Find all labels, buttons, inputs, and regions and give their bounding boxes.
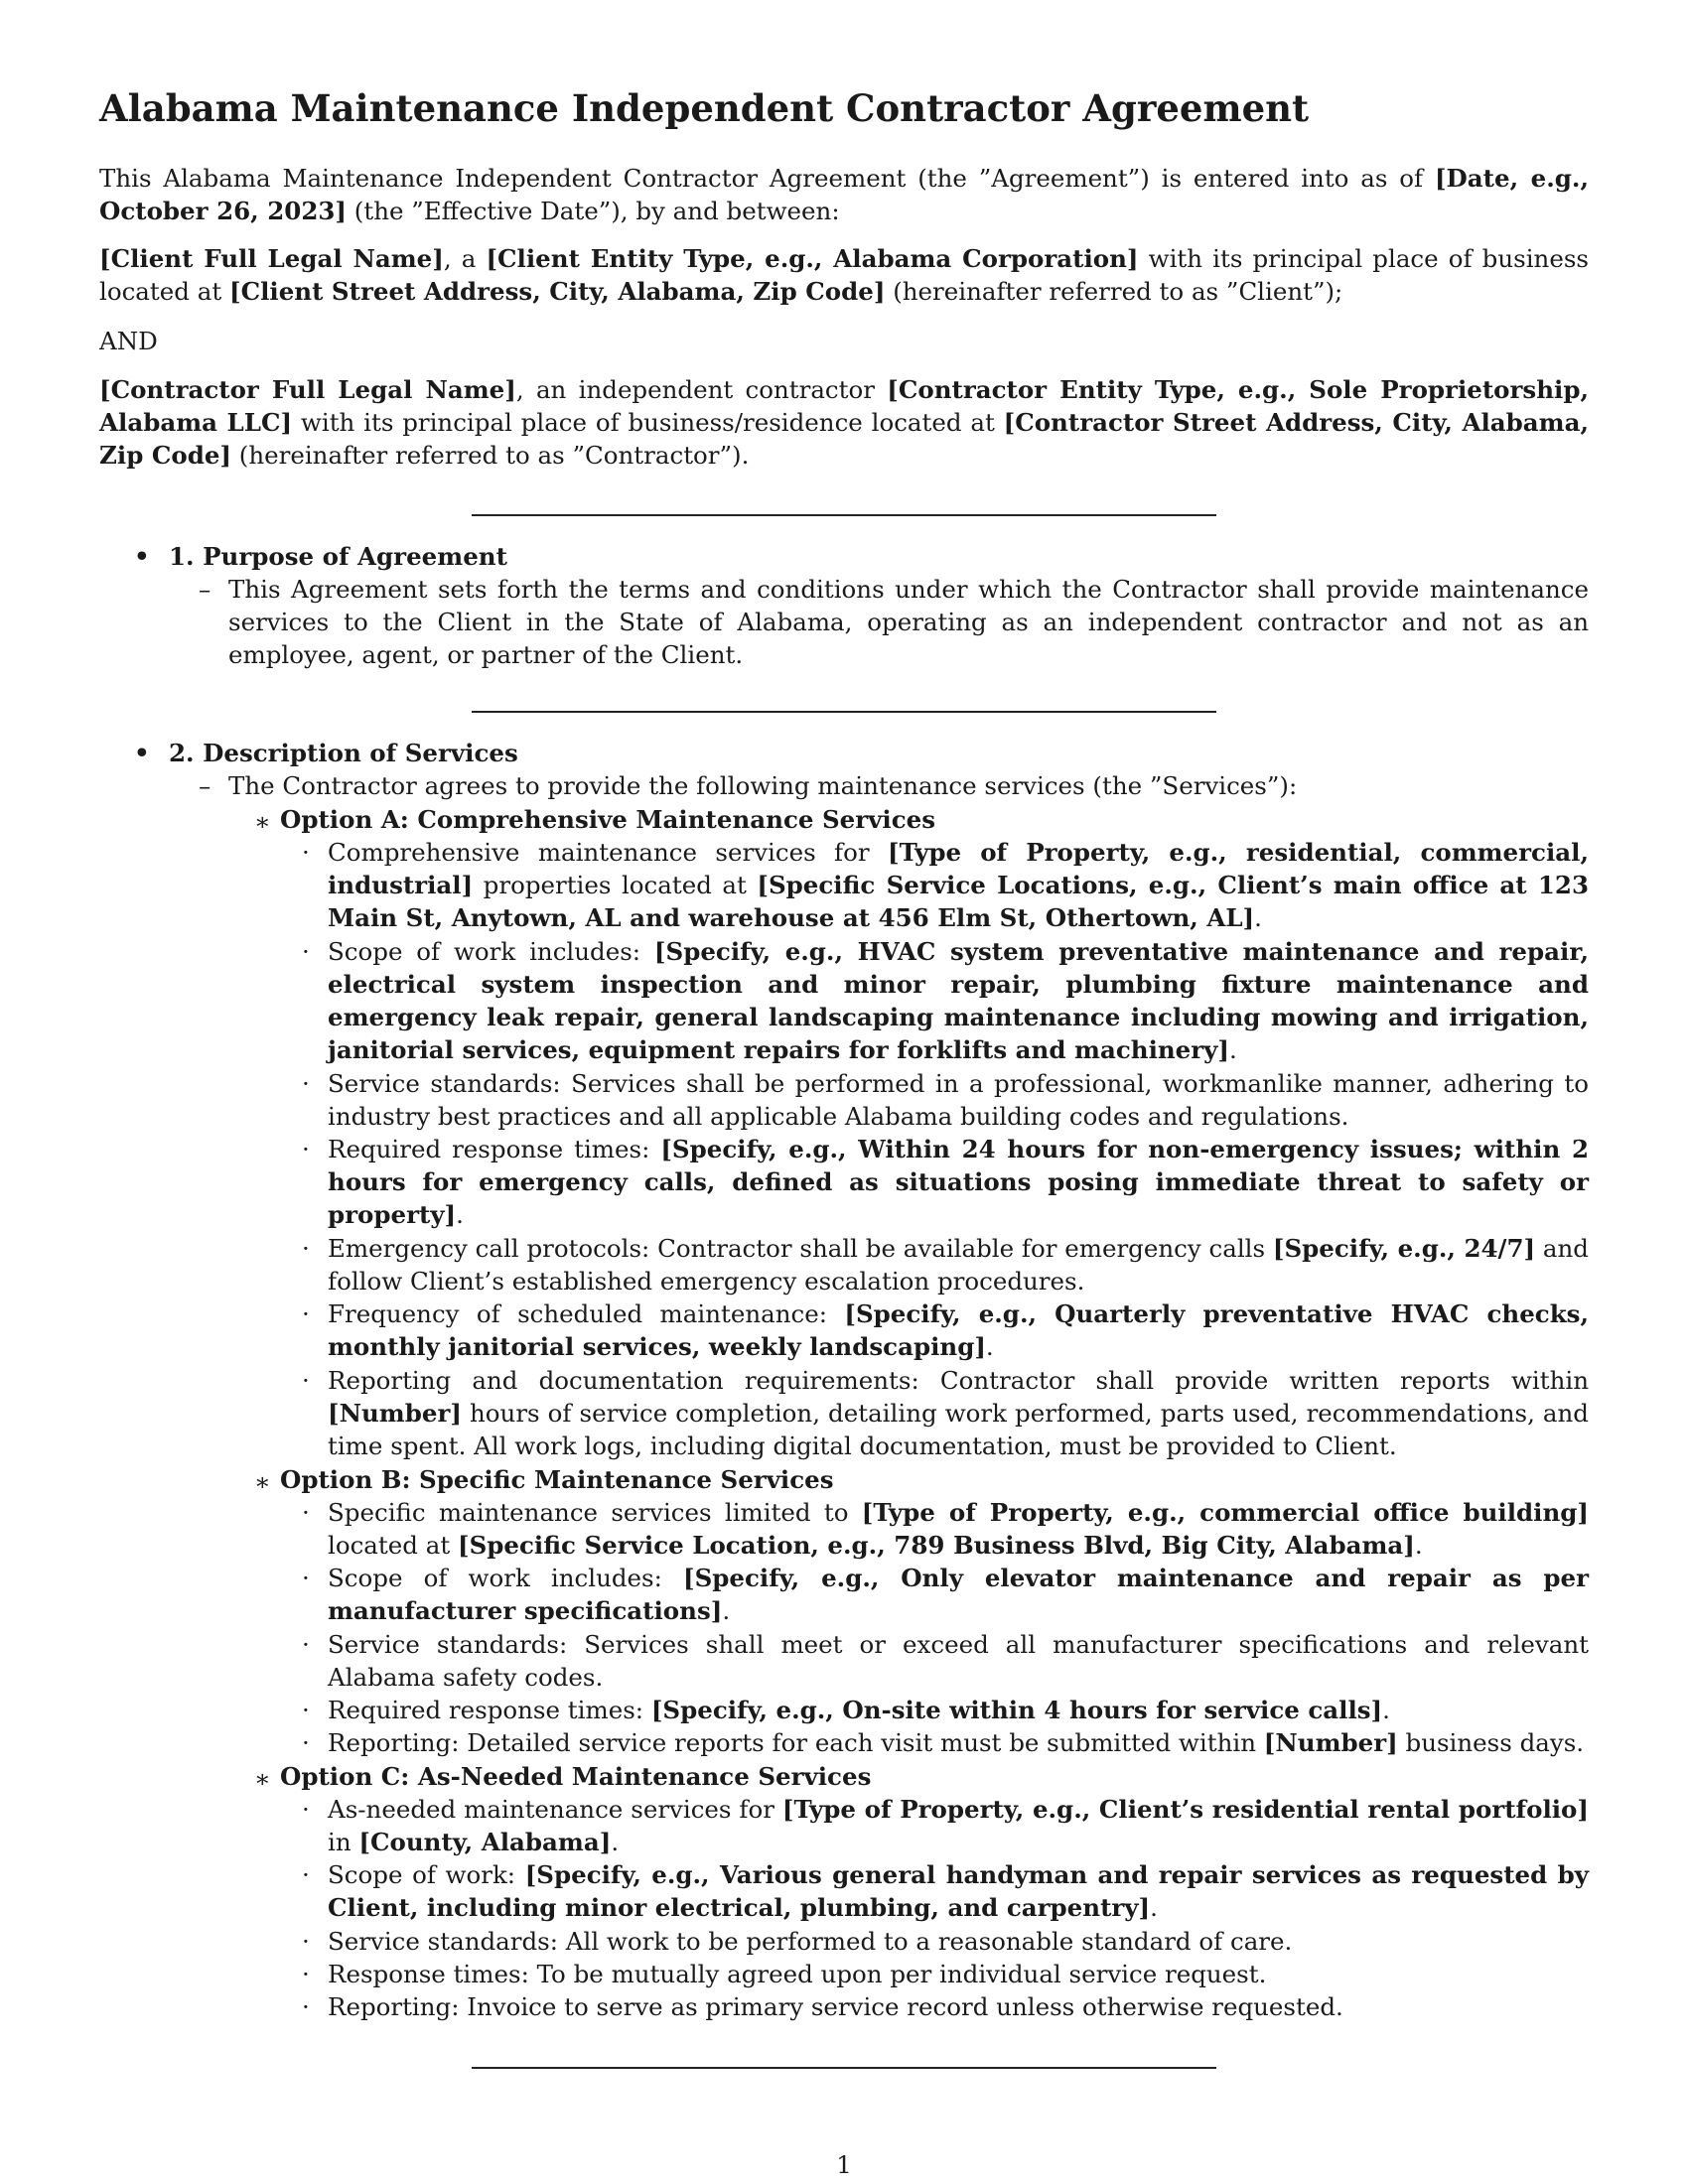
option-a-item: · Emergency call protocols: Contractor shall be available for emergency calls [Specify, e.g., 24/7] and follow Client’s established emergency escalation procedures. — [302, 1234, 1589, 1296]
option-c-item: · Reporting: Invoice to serve as primary service record unless otherwise requested. — [302, 1992, 1343, 2021]
contractor-address-placeholder: [Contractor Street Address, City, Alabama, Zip Code] — [99, 408, 1589, 470]
dot-icon: · — [302, 1069, 310, 1098]
bullet-icon: • — [134, 739, 150, 767]
dot-icon: · — [302, 1795, 310, 1824]
dot-icon: · — [302, 1234, 310, 1263]
dot-icon: · — [302, 1696, 310, 1724]
effective-date-placeholder: [Date, e.g., October 26, 2023] — [99, 164, 1589, 225]
bullet-icon: • — [134, 542, 150, 571]
dot-icon: · — [302, 1860, 310, 1889]
section-divider — [472, 514, 1216, 516]
dot-icon: · — [302, 1728, 310, 1757]
contractor-name-placeholder: [Contractor Full Legal Name] — [99, 375, 516, 404]
dash-icon: – — [199, 771, 211, 800]
dot-icon: · — [302, 937, 310, 966]
option-c-item: · Response times: To be mutually agreed upon per individual service request. — [302, 1960, 1267, 1988]
intro-paragraph: This Alabama Maintenance Independent Contractor Agreement (the ”Agreement”) is entered into as of [Date, e.g., October 26, 2023] (the ”Effective Date”), by and between: — [99, 164, 1589, 225]
option-a-item: · Comprehensive maintenance services for [Type of Property, e.g., residential, commercial, industrial] properties located at [Specific Service Locations, e.g., Client’s main office at 123 Main St, Anytown, AL and warehouse at 456 Elm St, Othertown, AL]. — [302, 838, 1589, 932]
section-2-intro: – The Contractor agrees to provide the following maintenance services (the ”Services”): — [199, 771, 1298, 800]
option-b-item: · Required response times: [Specify, e.g., On-site within 4 hours for service calls]. — [302, 1696, 1390, 1724]
option-b-item: · Specific maintenance services limited to [Type of Property, e.g., commercial office building] located at [Specific Service Location, e.g., 789 Business Blvd, Big City, Alabama]. — [302, 1498, 1590, 1560]
section-divider — [472, 2067, 1216, 2069]
client-entity-placeholder: [Client Entity Type, e.g., Alabama Corporation] — [486, 244, 1139, 273]
dot-icon: · — [302, 1366, 310, 1395]
option-a-item: · Frequency of scheduled maintenance: [Specify, e.g., Quarterly preventative HVAC checks, monthly janitorial services, weekly landscaping]. — [302, 1299, 1589, 1361]
option-c-heading: ∗ Option C: As-Needed Maintenance Services — [254, 1762, 872, 1793]
option-b-item: · Service standards: Services shall meet or exceed all manufacturer specifications and relevant Alabama safety codes. — [302, 1630, 1589, 1692]
section-1-text: – This Agreement sets forth the terms and conditions under which the Contractor shall provide maintenance services to the Client in the State of Alabama, operating as an independent contractor and not as an employee, agent, or partner of the Client. — [199, 575, 1589, 669]
option-c-item: · Scope of work: [Specify, e.g., Various general handyman and repair services as requested by Client, including minor electrical, plumbing, and carpentry]. — [302, 1860, 1589, 1922]
section-divider — [472, 711, 1216, 713]
option-a-item: · Required response times: [Specify, e.g., Within 24 hours for non-emergency issues; within 2 hours for emergency calls, defined as situations posing immediate threat to safety or property]. — [302, 1135, 1590, 1229]
option-c-item: · Service standards: All work to be performed to a reasonable standard of care. — [302, 1927, 1293, 1956]
dot-icon: · — [302, 1135, 310, 1163]
client-name-placeholder: [Client Full Legal Name] — [99, 244, 444, 273]
dot-icon: · — [302, 1498, 310, 1527]
asterisk-icon: ∗ — [254, 1764, 271, 1793]
dash-icon: – — [199, 575, 211, 604]
option-a-heading: ∗ Option A: Comprehensive Maintenance Services — [254, 805, 936, 836]
option-b-heading: ∗ Option B: Specific Maintenance Services — [254, 1465, 834, 1496]
option-a-item: · Scope of work includes: [Specify, e.g., HVAC system preventative maintenance and repair, electrical system inspection and minor repair, plumbing fixture maintenance and emergency leak repair, general landscaping maintenance including mowing and irrigation, janitorial services, equipment repairs for forklifts and machinery]. — [302, 937, 1589, 1064]
contractor-paragraph: [Contractor Full Legal Name], an independent contractor [Contractor Entity Type, e.g., Sole Proprietorship, Alabama LLC] with its principal place of business/residence located at [Contractor Street Address, City, Alabama, Zip Code] (hereinafter referred to as ”Contractor”). — [99, 375, 1589, 470]
option-a-item: · Reporting and documentation requirements: Contractor shall provide written reports within [Number] hours of service completion, detailing work performed, parts used, recommendations, and time spent. All work logs, including digital documentation, must be provided to Client. — [302, 1366, 1589, 1460]
and-line: AND — [99, 327, 158, 355]
dot-icon: · — [302, 1992, 310, 2021]
client-paragraph: [Client Full Legal Name], a [Client Entity Type, e.g., Alabama Corporation] with its principal place of business located at [Client Street Address, City, Alabama, Zip Code] (hereinafter referred to as ”Client”); — [99, 244, 1589, 306]
asterisk-icon: ∗ — [254, 807, 271, 836]
dot-icon: · — [302, 1299, 310, 1328]
option-b-item: · Scope of work includes: [Specify, e.g., Only elevator maintenance and repair as per manufacturer specifications]. — [302, 1564, 1589, 1625]
contractor-entity-placeholder: [Contractor Entity Type, e.g., Sole Proprietorship, Alabama LLC] — [99, 375, 1589, 437]
dot-icon: · — [302, 1564, 310, 1592]
asterisk-icon: ∗ — [254, 1467, 271, 1496]
document-page: Alabama Maintenance Independent Contractor Agreement This Alabama Maintenance Independent Contractor Agreement (the ”Agreement”) is entered into as of [Date, e.g., October 26, 2023] (the ”Effective Date”), by and between: [Client Full Legal Name], a [Client Entity Type, e.g., Alabama Corporation] with its principal place of business located at [Client Street Address, City, Alabama, Zip Code] (hereinafter referred to as ”Client”); AND [Contractor Full Legal Name], an independent contractor [Contractor Entity Type, e.g., Sole Proprietorship, Alabama LLC] with its principal place of business/residence located at [Contractor Street Address, City, Alabama, Zip Code] (hereinafter referred to as ”Contractor”). • 1. Purpose of Agreement – This Agreement sets forth the terms and conditions under which the Contractor shall provide maintenance services to the Client in the State of Alabama, operating as an independent contractor and not as an employee, agent, or partner of the Client. • 2. Description of Services – The Contractor agrees to provide the following maintenance services (the ”Services”): ∗ Option A: Comprehensive Maintenance Services · Comprehensive maintenance services for [Type of Property, e.g., residential, commercial, industrial] properties located at [Specific Service Locations, e.g., Client’s main office at 123 Main St, Anytown, AL and warehouse at 456 Elm St, Othertown, AL]. · Scope of work includes: [Specify, e.g., HVAC system preventative maintenance and repair, electrical system inspection and minor repair, plumbing fixture maintenance and emergency leak repair, general landscaping maintenance including mowing and irrigation, janitorial services, equipment repairs for forklifts and machinery]. · Service standards: Services shall be performed in a professional, workmanlike manner, adhering to industry best practices and all applicable Alabama building codes and regulations. · Required response times: [Specify, e.g., Within 24 hours for non-emergency issues; within 2 hours for emergency calls, defined as situations posing immediate threat to safety or property]. · Emergency call protocols: Contractor shall be available for emergency calls [Specify, e.g., 24/7] and follow Client’s established emergency escalation procedures. · Frequency of scheduled maintenance: [Specify, e.g., Quarterly preventative HVAC checks, monthly janitorial services, weekly landscaping]. · Reporting and documentation requirements: Contractor shall provide written reports within [Number] hours of service completion, detailing work performed, parts used, recommendations, and time spent. All work logs, including digital documentation, must be provided to Client. ∗ Option B: Specific Maintenance Services · Specific maintenance services limited to [Type of Property, e.g., commercial office building] located at [Specific Service Location, e.g., 789 Business Blvd, Big City, Alabama]. · Scope of work includes: [Specify, e.g., Only elevator maintenance and repair as per manufacturer specifications]. · Service standards: Services shall meet or exceed all manufacturer specifications and relevant Alabama safety codes. · Required response times: [Specify, e.g., On-site within 4 hours for service calls]. · Reporting: Detailed service reports for each visit must be submitted within [Number] business days. ∗ Option C: As-Needed Maintenance Services · As-needed maintenance services for [Type of Property, e.g., Client’s residential rental portfolio] in [County, Alabama]. · Scope of work: [Specify, e.g., Various general handyman and repair services as requested by Client, including minor electrical, plumbing, and carpentry]. · Service standards: All work to be performed to a reasonable standard of care. · Response times: To be mutually agreed upon per individual service request. · Reporting: Invoice to serve as primary service record unless otherwise requested. 1 — [0, 0, 1688, 2184]
dot-icon: · — [302, 1927, 310, 1956]
option-b-item: · Reporting: Detailed service reports for each visit must be submitted within [Number] business days. — [302, 1728, 1585, 1757]
client-address-placeholder: [Client Street Address, City, Alabama, Zip Code] — [228, 277, 886, 306]
option-c-item: · As-needed maintenance services for [Type of Property, e.g., Client’s residential rental portfolio] in [County, Alabama]. — [302, 1795, 1589, 1856]
option-a-item: · Service standards: Services shall be performed in a professional, workmanlike manner, adhering to industry best practices and all applicable Alabama building codes and regulations. — [302, 1069, 1589, 1131]
document-title: Alabama Maintenance Independent Contractor Agreement — [99, 86, 1310, 130]
dot-icon: · — [302, 1630, 310, 1659]
dot-icon: · — [302, 838, 310, 867]
page-number: 1 — [836, 2150, 852, 2179]
dot-icon: · — [302, 1960, 310, 1988]
